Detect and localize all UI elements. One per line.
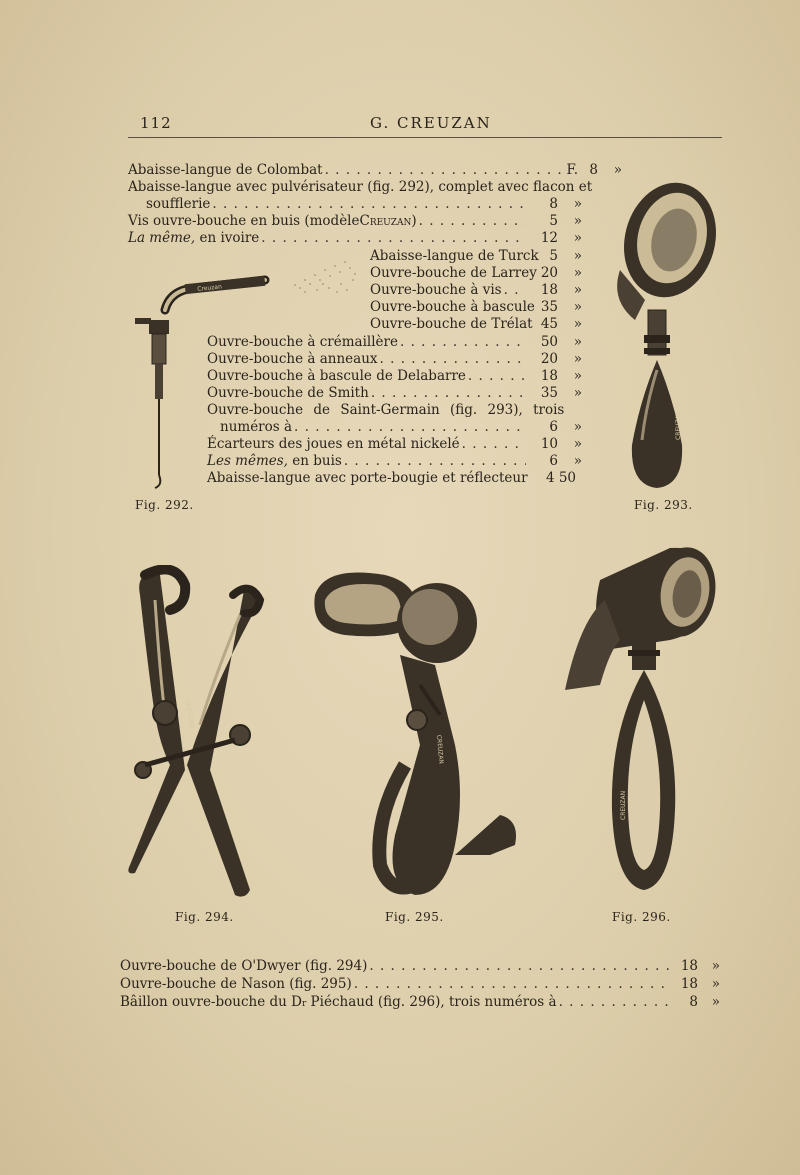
catalog-line: Ouvre-bouche à vis . . . 18 »	[370, 282, 528, 299]
header-rule	[128, 137, 722, 138]
figure-295-nason-gag-illustration	[305, 565, 540, 905]
catalog-line: Ouvre-bouche de Larrey 20 »	[370, 265, 582, 281]
figure-295-caption: Fig. 295.	[385, 910, 444, 924]
catalog-line: soufflerie . . . 8 »	[146, 196, 528, 213]
catalog-line: Ouvre-bouche à anneaux . . . 20 »	[207, 351, 528, 368]
f292-engraving: Creuzan	[196, 283, 223, 293]
catalog-line: Abaisse-langue avec pulvérisateur (fig. 292), complet avec flacon et	[128, 179, 593, 195]
catalog-line: Ouvre-bouche de Nason (fig. 295) . . . 18 »	[120, 976, 672, 993]
catalog-line: La même, en ivoire . . . 12 »	[128, 230, 528, 247]
figure-292-atomizer-illustration	[125, 250, 375, 500]
figure-293-caption: Fig. 293.	[634, 498, 693, 512]
page-number: 112	[140, 114, 172, 132]
catalog-line: Ouvre-bouche à bascule 35 »	[370, 299, 582, 315]
catalog-line: Vis ouvre-bouche en buis (modèle Creuzan ) . . . 5 »	[128, 213, 528, 230]
catalog-line: Les mêmes, en buis . . . 6 »	[207, 453, 528, 470]
f295-engraving: CREUZAN	[435, 734, 445, 765]
catalog-line: Écarteurs des joues en métal nickelé . . . 10 »	[207, 436, 528, 453]
f294-engraving: CREUZAN	[183, 698, 196, 729]
catalog-line: Ouvre-bouche de Trélat 45 »	[370, 316, 582, 332]
catalog-line: Ouvre-bouche de Saint-Germain (fig. 293), trois	[207, 402, 565, 418]
figure-296-caption: Fig. 296.	[612, 910, 671, 924]
figure-294-odwyer-gag-illustration	[115, 565, 275, 905]
catalog-line: Bâillon ouvre-bouche du D r Piéchaud (fig. 296), trois numéros à . . . 8 »	[120, 994, 672, 1011]
catalog-line: numéros à . . . 6 »	[220, 419, 528, 436]
catalog-line: Ouvre-bouche de Smith . . . 35 »	[207, 385, 528, 402]
catalog-line: Ouvre-bouche à crémaillère . . . 50 »	[207, 334, 528, 351]
running-head: G. CREUZAN	[370, 114, 492, 132]
f293-engraving: CREUZAN	[675, 410, 682, 440]
figure-293-mouth-gag-illustration	[600, 170, 725, 495]
figure-294-caption: Fig. 294.	[175, 910, 234, 924]
figure-296-piechaud-gag-illustration	[560, 540, 720, 905]
figure-292-caption: Fig. 292.	[135, 498, 194, 512]
catalog-line: Ouvre-bouche de O'Dwyer (fig. 294) . . . 18 »	[120, 958, 672, 975]
catalog-line: Abaisse-langue de Turck 5 »	[370, 248, 582, 264]
catalog-line: Ouvre-bouche à bascule de Delabarre . . . 18 »	[207, 368, 528, 385]
catalog-line: Abaisse-langue avec porte-bougie et réflecteur 4 50	[207, 470, 576, 486]
catalog-line: Abaisse-langue de Colombat . . . F. 8 »	[128, 162, 578, 179]
f296-engraving: CREUZAN	[620, 790, 627, 820]
